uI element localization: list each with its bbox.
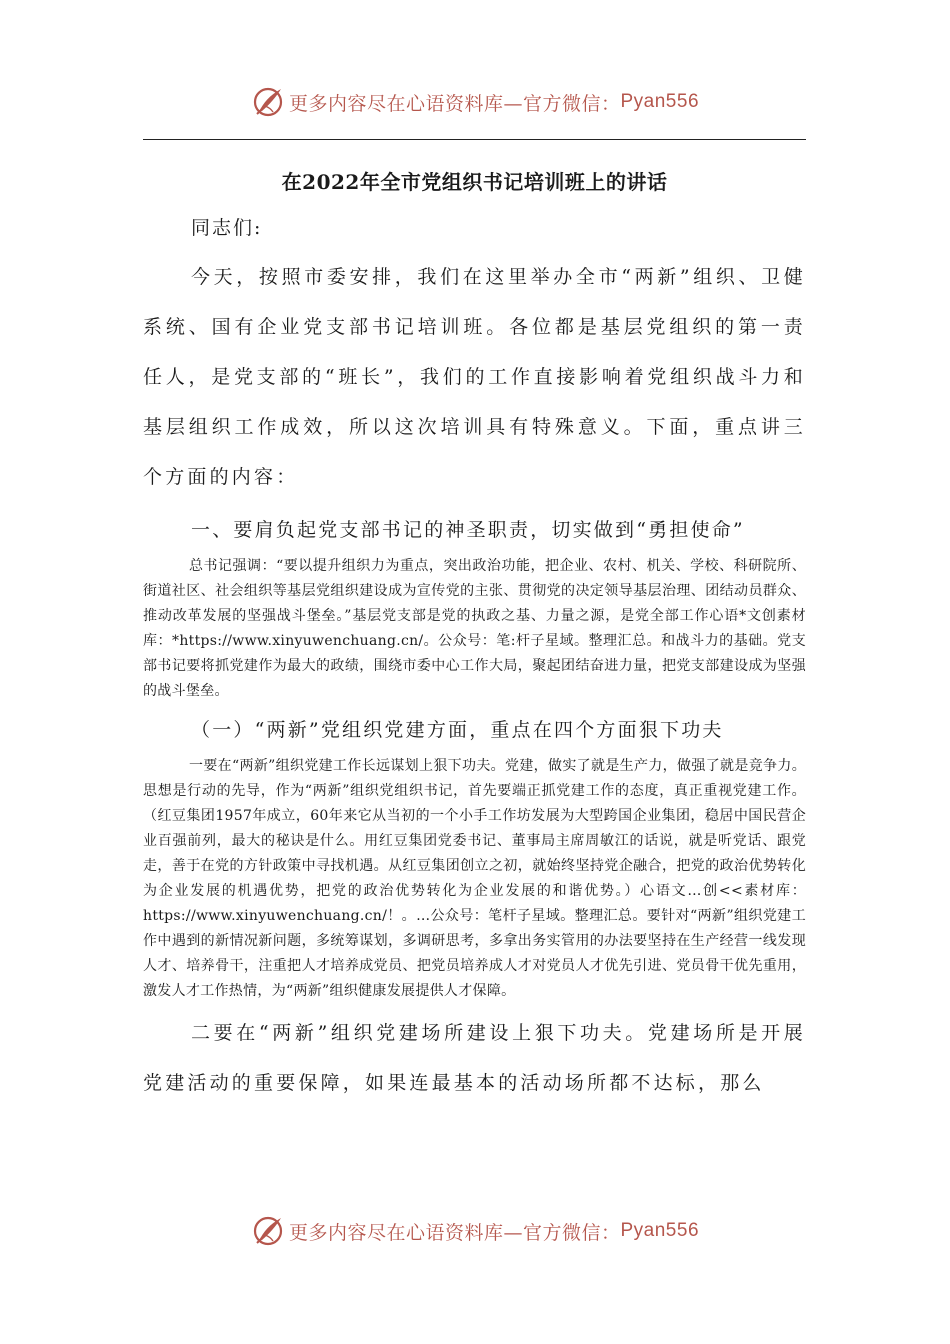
header-divider	[143, 139, 806, 140]
quill-logo-icon	[251, 85, 285, 119]
watermark-text: 更多内容尽在心语资料库—官方微信：	[288, 1221, 621, 1244]
footer-watermark	[0, 1211, 950, 1251]
paragraph-3: 二要在“两新”组织党建场所建设上狠下功夫。党建场所是开展党建活动的重要保障，如果连最基本的活动场所都不达标，那么	[143, 1022, 806, 1094]
greeting: 同志们:	[191, 217, 263, 239]
subsection-heading-1: （一）“两新”党组织党建方面，重点在四个方面狠下功夫	[191, 719, 724, 741]
watermark-wechat-id: Pyan556	[620, 91, 700, 112]
document-body	[143, 160, 806, 1108]
quill-logo-icon	[251, 1214, 285, 1248]
paragraph-1: 总书记强调：“要以提升组织力为重点，突出政治功能，把企业、农村、机关、学校、科研院所、街道社区、社会组织等基层党组织建设成为宣传党的主张、贯彻党的决定领导基层治理、团结动员群众、推动改革发展的坚强战斗堡垒。”基层党支部是党的执政之基、力量之源，是党全部工作心语*文创素材库：*https://www.xinyuwenchuang.cn/。公众号：笔:杆子星域。整理汇总。和战斗力的基础。党支部书记要将抓党建作为最大的政绩，围绕市委中心工作大局，聚起团结奋进力量，把党支部建设成为坚强的战斗堡垒。	[143, 558, 806, 699]
document-title: 在2022年全市党组织书记培训班上的讲话	[281, 170, 668, 194]
header-watermark	[0, 82, 950, 122]
section-heading-1: 一、要肩负起党支部书记的神圣职责，切实做到“勇担使命”	[191, 519, 745, 541]
watermark-text: 更多内容尽在心语资料库—官方微信：	[288, 92, 621, 115]
watermark-wechat-id: Pyan556	[620, 1220, 700, 1241]
paragraph-2: 一要在“两新”组织党建工作长远谋划上狠下功夫。党建，做实了就是生产力，做强了就是竞争力。思想是行动的先导，作为“两新”组织党组织书记，首先要端正抓党建工作的态度，真正重视党建工作。（红豆集团1957年成立，60年来它从当初的一个小手工作坊发展为大型跨国企业集团，稳居中国民营企业百强前列，最大的秘诀是什么。用红豆集团党委书记、董事局主席周敏江的话说，就是听党话、跟党走，善于在党的方针政策中寻找机遇。从红豆集团创立之初，就始终坚持党企融合，把党的政治优势转化为企业发展的机遇优势，把党的政治优势转化为企业发展的和谐优势。）心语文…创<<素材库：https://www.xinyuwenchuang.cn/！。…公众号：笔杆子星域。整理汇总。要针对“两新”组织党建工作中遇到的新情况新问题，多统筹谋划，多调研思考，多拿出务实管用的办法要坚持在生产经营一线发现人才、培养骨干，注重把人才培养成党员、把党员培养成人才对党员人才优先引进、党员骨干优先重用，激发人才工作热情，为“两新”组织健康发展提供人才保障。	[143, 758, 806, 999]
intro-paragraph: 今天，按照市委安排，我们在这里举办全市“两新”组织、卫健系统、国有企业党支部书记培训班。各位都是基层党组织的第一责任人，是党支部的“班长”，我们的工作直接影响着党组织战斗力和基层组织工作成效，所以这次培训具有特殊意义。下面，重点讲三个方面的内容：	[143, 266, 806, 488]
